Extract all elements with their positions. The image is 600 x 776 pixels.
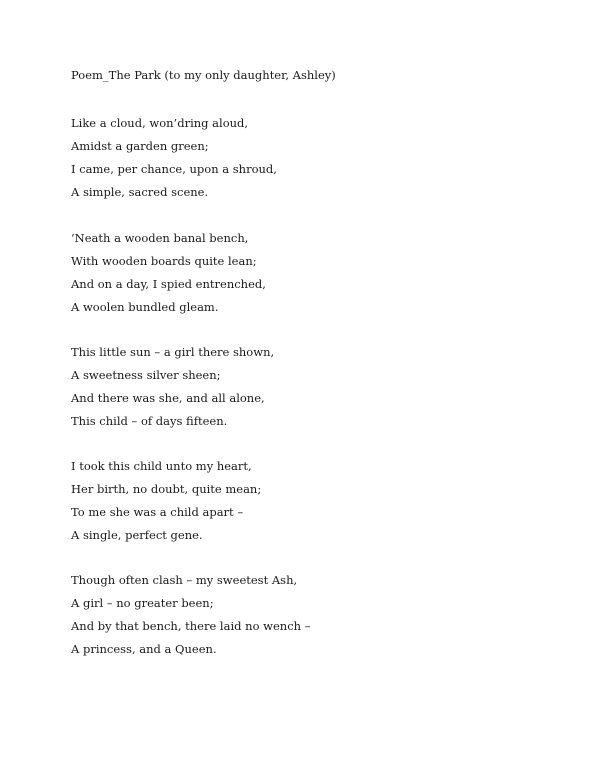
poem-line: This little sun – a girl there shown, <box>71 345 275 359</box>
poem-line: Her birth, no doubt, quite mean; <box>71 482 262 496</box>
poem-line: With wooden boards quite lean; <box>71 254 257 268</box>
stanza-2 <box>71 227 266 319</box>
stanza-1 <box>71 112 277 204</box>
poem-line: A woolen bundled gleam. <box>71 300 219 314</box>
stanza-5 <box>71 569 310 661</box>
poem-title: Poem_The Park (to my only daughter, Ashley) <box>71 68 336 82</box>
poem-line: I took this child unto my heart, <box>71 459 252 473</box>
poem-line: A single, perfect gene. <box>71 528 203 542</box>
poem-line: This child – of days fifteen. <box>71 414 228 428</box>
poem-line: A sweetness silver sheen; <box>71 368 221 382</box>
stanza-4 <box>71 455 261 547</box>
poem-line: A princess, and a Queen. <box>71 642 217 656</box>
poem-line: To me she was a child apart – <box>71 505 244 519</box>
poem-line: Amidst a garden green; <box>71 139 209 153</box>
poem-line: And on a day, I spied entrenched, <box>71 277 266 291</box>
poem-line: And by that bench, there laid no wench – <box>71 619 311 633</box>
stanza-3 <box>71 341 274 433</box>
poem-line: A simple, sacred scene. <box>71 185 209 199</box>
poem-line: I came, per chance, upon a shroud, <box>71 162 277 176</box>
poem-line: ‘Neath a wooden banal bench, <box>71 231 249 245</box>
poem-line: Though often clash – my sweetest Ash, <box>71 573 298 587</box>
poem-line: And there was she, and all alone, <box>71 391 265 405</box>
poem-line: A girl – no greater been; <box>71 596 214 610</box>
poem-line: Like a cloud, won’dring aloud, <box>71 116 249 130</box>
